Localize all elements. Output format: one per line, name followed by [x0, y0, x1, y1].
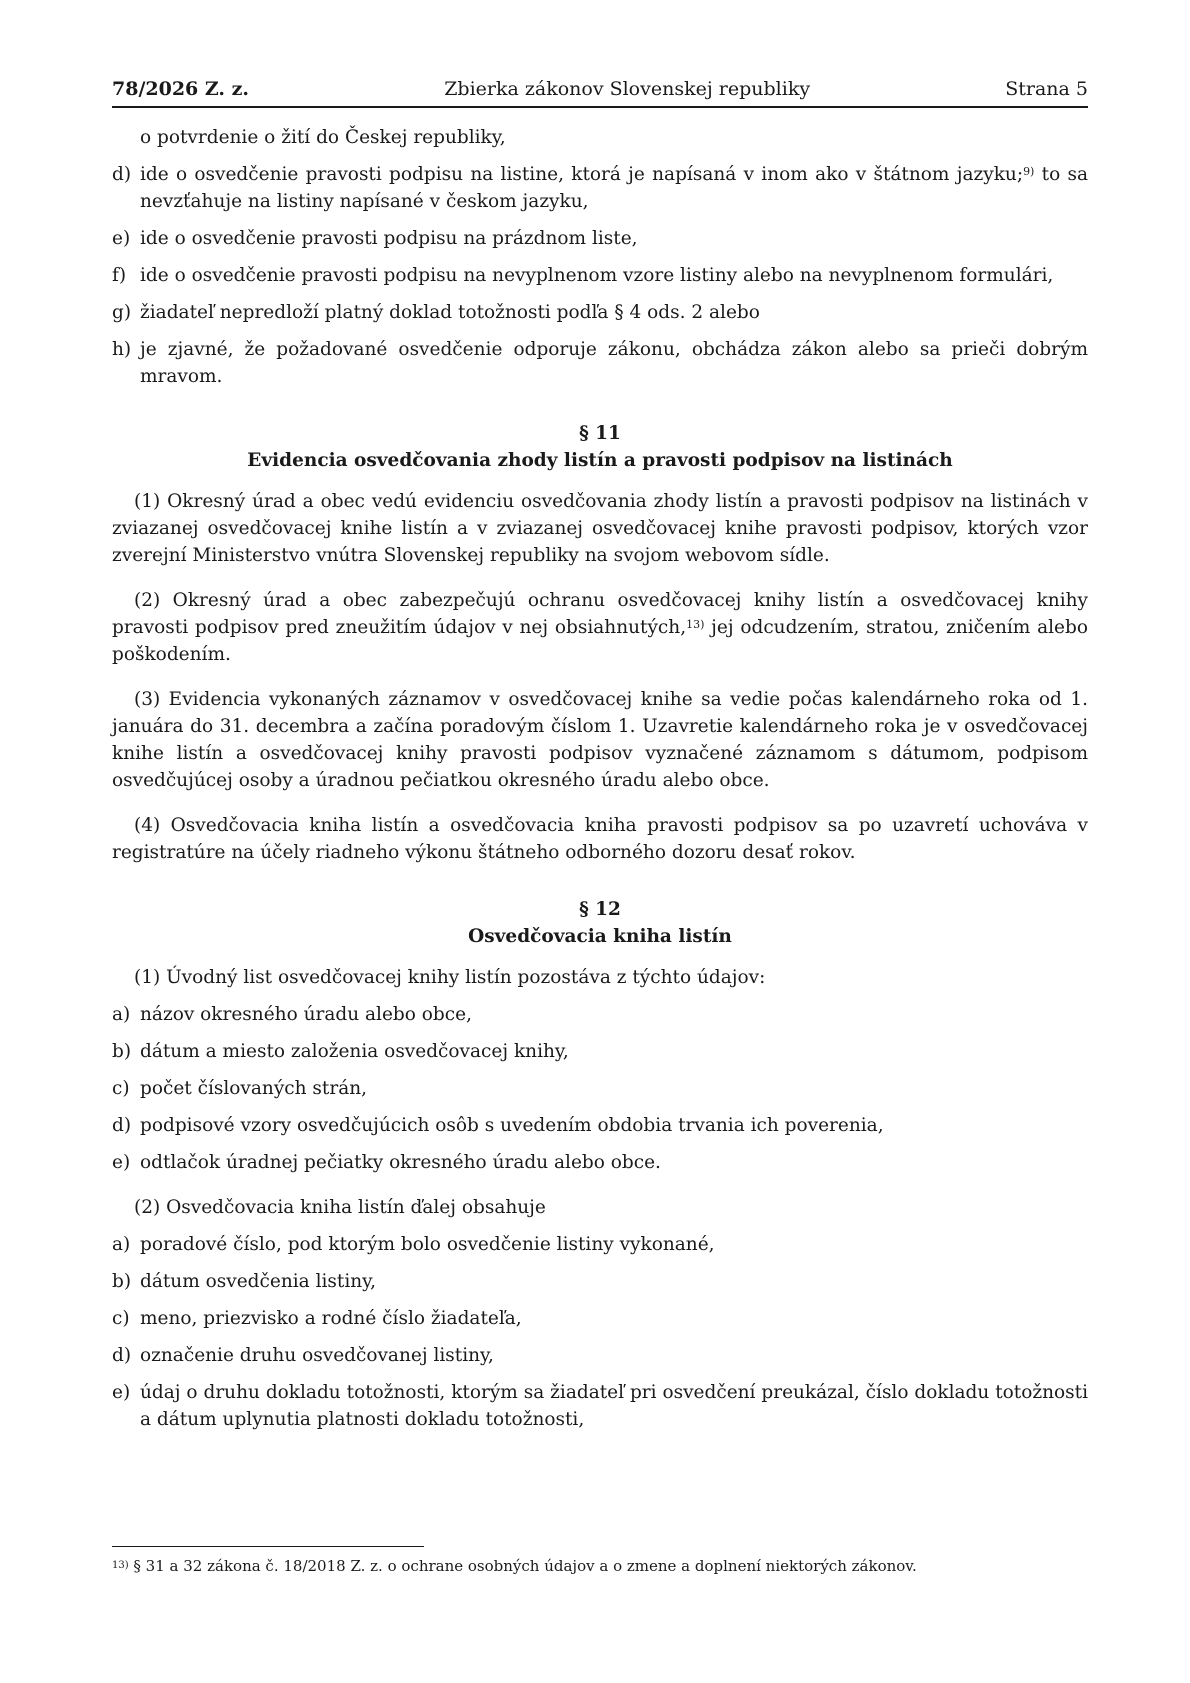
list-item-label: e): [112, 228, 131, 249]
list-continuation: o potvrdenie o žití do Českej republiky,: [140, 127, 506, 148]
list-item: [112, 1305, 1088, 1332]
list-item: [112, 1038, 1088, 1065]
list-item-text: je zjavné, že požadované osvedčenie odporuje zákonu, obchádza zákon alebo sa prieči dobrým mravom.: [140, 339, 1088, 387]
collection-number: 78/2026 Z. z.: [112, 78, 250, 100]
section-11-paragraph-4: (4) Osvedčovacia kniha listín a osvedčovacia kniha pravosti podpisov sa po uzavretí uchováva v registratúre na účely riadneho výkonu štátneho odborného dozoru desať rokov.: [112, 815, 1088, 863]
list-item-text-part: ide o osvedčenie pravosti podpisu na listine, ktorá je napísaná v inom ako v štátnom jazyku;: [140, 164, 1024, 185]
footnote-divider: [112, 1546, 424, 1547]
list-item-label: e): [112, 1382, 131, 1403]
list-item-text: poradové číslo, pod ktorým bolo osvedčenie listiny vykonané,: [140, 1234, 715, 1255]
list-item-text: dátum a miesto založenia osvedčovacej knihy,: [140, 1041, 569, 1062]
footnote-ref-13: 13): [686, 618, 705, 631]
list-item: [112, 1342, 1088, 1369]
list-item-text: ide o osvedčenie pravosti podpisu na nevyplnenom vzore listiny alebo na nevyplnenom formulári,: [140, 265, 1054, 286]
footnote-number: 13): [112, 1560, 129, 1571]
list-item-text-part: to sa nevzťahuje na listiny napísané v českom jazyku,: [140, 164, 1089, 212]
list-item-label: d): [112, 1115, 132, 1136]
document-body: [112, 124, 1088, 1433]
list-item-label: b): [112, 1041, 132, 1062]
section-12-number: § 12: [579, 899, 621, 920]
list-item-label: f): [112, 265, 127, 286]
footnote: [112, 1556, 1088, 1576]
list-item: [112, 1001, 1088, 1028]
list-item-text: ide o osvedčenie pravosti podpisu na prázdnom liste,: [140, 228, 638, 249]
list-item-text: údaj o druhu dokladu totožnosti, ktorým sa žiadateľ pri osvedčení preukázal, číslo dokladu totožnosti a dátum uplynutia platnosti dokladu totožnosti,: [140, 1382, 1088, 1430]
page-header: [112, 78, 1088, 108]
footnote-ref-9: 9): [1023, 165, 1035, 178]
list-item-text: podpisové vzory osvedčujúcich osôb s uvedením obdobia trvania ich poverenia,: [140, 1115, 884, 1136]
document-page: [112, 78, 1088, 1443]
paragraph-text-part: (2) Okresný úrad a obec zabezpečujú ochranu osvedčovacej knihy listín a osvedčovacej knihy pravosti podpisov pred zneužitím údajov v nej obsiahnutých,: [112, 590, 1088, 638]
list-item-text: odtlačok úradnej pečiatky okresného úradu alebo obce.: [140, 1152, 661, 1173]
list-item: [112, 1075, 1088, 1102]
collection-title: Zbierka zákonov Slovenskej republiky: [444, 78, 811, 100]
list-item-label: h): [112, 339, 132, 360]
list-item-h: [112, 336, 1088, 390]
list-item-label: c): [112, 1308, 130, 1329]
list-item: [112, 1149, 1088, 1176]
list-item: [112, 1231, 1088, 1258]
list-item-label: d): [112, 164, 132, 185]
list-item-label: b): [112, 1271, 132, 1292]
list-item-label: a): [112, 1004, 131, 1025]
section-11-number: § 11: [579, 423, 621, 444]
section-11-paragraph-3: (3) Evidencia vykonaných záznamov v osvedčovacej knihe sa vedie počas kalendárneho roka od 1. januára do 31. decembra a začína poradovým číslom 1. Uzavretie kalendárneho roka je v osvedčovacej knihe listín a osvedčovacej knihy pravosti podpisov vyznačené záznamom s dátumom, podpisom osvedčujúcej osoby a úradnou pečiatkou okresného úradu alebo obce.: [112, 689, 1088, 791]
section-11-title: Evidencia osvedčovania zhody listín a pravosti podpisov na listinách: [247, 450, 953, 471]
section-12-title: Osvedčovacia kniha listín: [468, 926, 732, 947]
list-item-e: [112, 225, 1088, 252]
list-item-text: označenie druhu osvedčovanej listiny,: [140, 1345, 494, 1366]
list-item-g: [112, 299, 1088, 326]
list-item-text: počet číslovaných strán,: [140, 1078, 368, 1099]
list-item-label: a): [112, 1234, 131, 1255]
section-12-paragraph-1-intro: (1) Úvodný list osvedčovacej knihy listín pozostáva z týchto údajov:: [134, 967, 766, 988]
list-item-label: g): [112, 302, 132, 323]
list-item-label: c): [112, 1078, 130, 1099]
list-item-d: [112, 161, 1088, 215]
footnote-text: § 31 a 32 zákona č. 18/2018 Z. z. o ochrane osobných údajov a o zmene a doplnení niektorých zákonov.: [128, 1557, 917, 1575]
list-item-f: [112, 262, 1088, 289]
list-item-label: e): [112, 1152, 131, 1173]
section-11-paragraph-2: [112, 587, 1088, 668]
list-item-text: názov okresného úradu alebo obce,: [140, 1004, 472, 1025]
section-11-paragraph-1: (1) Okresný úrad a obec vedú evidenciu osvedčovania zhody listín a pravosti podpisov na listinách v zviazanej osvedčovacej knihe listín a v zviazanej osvedčovacej knihe pravosti podpisov, ktorých vzor zverejní Ministerstvo vnútra Slovenskej republiky na svojom webovom sídle.: [112, 491, 1088, 566]
list-item-text: dátum osvedčenia listiny,: [140, 1271, 377, 1292]
section-12-paragraph-2-intro: (2) Osvedčovacia kniha listín ďalej obsahuje: [134, 1197, 546, 1218]
list-item: [112, 1379, 1088, 1433]
list-item-text: žiadateľ nepredloží platný doklad totožnosti podľa § 4 ods. 2 alebo: [140, 302, 760, 323]
list-item: [112, 1112, 1088, 1139]
page-number: Strana 5: [1005, 78, 1088, 100]
list-item-label: d): [112, 1345, 132, 1366]
paragraph-text-part: jej odcudzením, stratou, zničením alebo poškodením.: [112, 617, 1088, 665]
list-item-text: [140, 161, 1088, 215]
list-item: [112, 1268, 1088, 1295]
list-item-text: meno, priezvisko a rodné číslo žiadateľa,: [140, 1308, 522, 1329]
